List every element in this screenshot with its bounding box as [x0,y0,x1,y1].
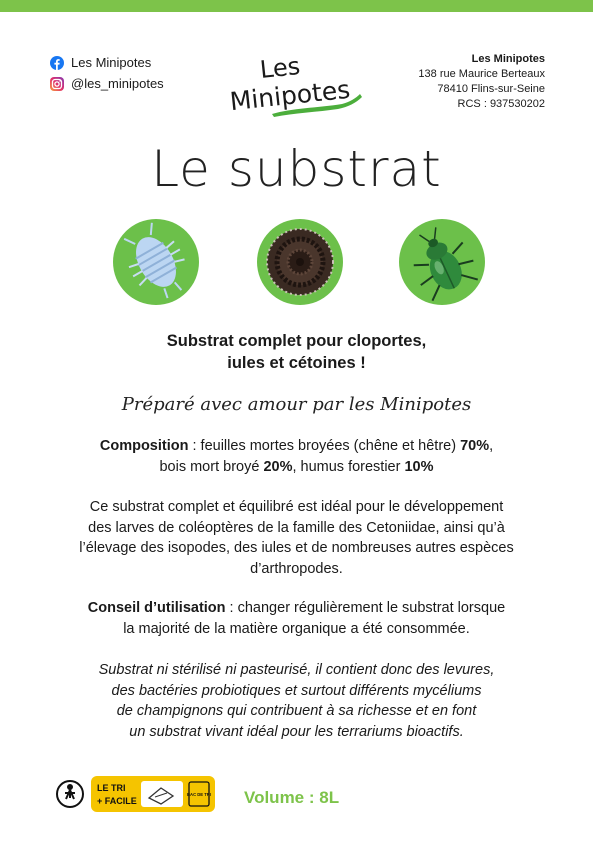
page-title: Le substrat [151,140,442,198]
volume-label: Volume : 8L [244,788,340,807]
composition-text-4: , humus forestier [292,458,405,475]
sterilization-note [40,660,553,742]
company-rcs: RCS : 937530202 [457,98,545,110]
composition-block [40,436,553,477]
logo-line2: Minipotes [228,74,352,117]
description-line: des larves de coléoptères de la famille des Cetoniidae, ainsi qu’à [88,519,505,536]
headline-line2: iules et cétoines ! [227,354,366,372]
instagram-icon [50,77,64,91]
company-name: Les Minipotes [471,53,545,65]
isopod-circle [113,219,199,305]
headline-line1: Substrat complet pour cloportes, [166,332,427,350]
instagram-link[interactable] [50,73,164,94]
top-accent-bar [0,0,593,12]
facebook-link[interactable] [50,52,164,73]
instagram-label: @les_minipotes [71,76,164,91]
composition-pct-3: 10% [404,458,434,475]
facebook-label: Les Minipotes [71,55,152,70]
bin-label: BAC DE TRI [187,792,211,797]
isopod-icon [113,219,199,305]
brand-logo [222,48,372,120]
tri-facile-badge [91,776,215,812]
description-line: Ce substrat complet et équilibré est idéal pour le développement [89,499,504,515]
beetle-circle [399,219,485,305]
note-line: un substrat vivant idéal pour les terrariums bioactifs. [129,723,464,740]
composition-pct-2: 20% [263,458,293,475]
facebook-icon [50,56,64,70]
company-street: 138 rue Maurice Berteaux [418,68,545,80]
note-line: de champignons qui contribuent à sa richesse et en font [116,703,477,719]
description-line: l’élevage des isopodes, des iules et de nombreuses autres espèces [79,540,514,556]
composition-pct-1: 70% [460,438,490,454]
company-city: 78410 Flins-sur-Seine [437,83,545,95]
product-headline [0,330,593,374]
company-address [418,52,545,112]
description-block [40,497,553,579]
composition-text-3: bois mort broyé [159,458,264,475]
description-line: d’arthropodes. [250,560,343,577]
usage-advice-text-2: la majorité de la matière organique a été consommée. [123,620,470,637]
critter-illustrations [0,219,593,309]
logo-line1: Les [258,51,302,85]
composition-label: Composition [99,438,189,454]
usage-advice-label: Conseil d’utilisation [87,600,226,616]
tagline: Préparé avec amour par les Minipotes [121,394,472,415]
millipede-icon [257,219,343,305]
composition-text-1: : feuilles mortes broyées (chêne et hêtre) [188,438,461,454]
triman-icon [55,779,85,809]
composition-text-2: , [489,438,494,454]
note-line: des bactéries probiotiques et surtout différents mycéliums [111,682,482,699]
tri-label-1: LE TRI [97,783,126,793]
tri-label-2: + FACILE [97,796,137,806]
recycling-badges [55,776,215,812]
note-line: Substrat ni stérilisé ni pasteurisé, il contient donc des levures, [98,662,495,678]
social-links [50,52,164,94]
usage-advice-block [40,598,553,639]
beetle-icon [399,219,485,305]
millipede-circle [257,219,343,305]
usage-advice-text-1: : changer régulièrement le substrat lorsque [225,600,506,616]
